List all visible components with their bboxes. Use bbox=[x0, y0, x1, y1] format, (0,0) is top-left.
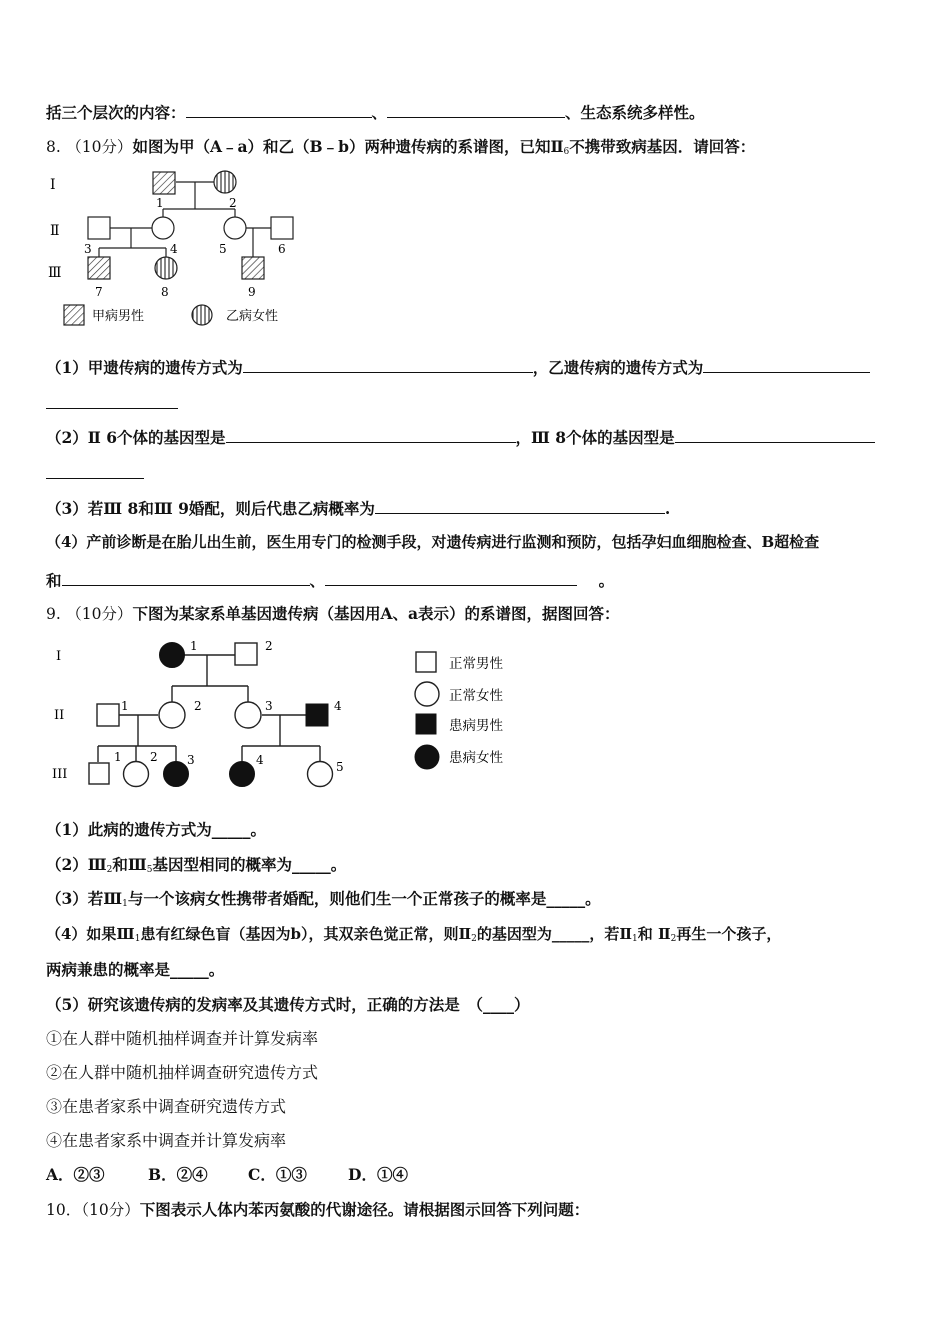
answer-blank[interactable] bbox=[675, 426, 875, 443]
answer-blank[interactable] bbox=[46, 392, 178, 409]
q9-part4: （4）如果$Ⅲ_1$患有红绿色盲（基因为b），其双亲色觉正常，则$Ⅱ_2$的基因型为_____，若$Ⅱ_1$和 $Ⅱ_2$再生一个孩子， bbox=[46, 925, 782, 944]
pedigree-lines bbox=[99, 182, 271, 257]
legend-normal-male bbox=[416, 652, 436, 672]
ind-label: 3 bbox=[265, 699, 273, 713]
affected-male bbox=[306, 704, 328, 726]
normal-male bbox=[89, 763, 109, 784]
ind-label: 2 bbox=[229, 196, 237, 210]
q9-part4-cont: 两病兼患的概率是_____。 bbox=[46, 960, 225, 979]
choice-row bbox=[46, 1165, 408, 1185]
ind-label: 5 bbox=[219, 242, 227, 256]
affected-male-a bbox=[153, 172, 175, 194]
q8-part1: （1）甲遗传病的遗传方式为 ，乙遗传病的遗传方式为 bbox=[46, 356, 870, 378]
q9-stem: 9. （10分）下图为某家系单基因遗传病（基因用A、a表示）的系谱图，据图回答： bbox=[46, 604, 620, 623]
affected-female bbox=[160, 643, 185, 668]
ind-label: 1 bbox=[121, 699, 129, 713]
legend-label: 甲病男性 bbox=[92, 309, 145, 324]
answer-blank[interactable] bbox=[375, 497, 665, 514]
affected-female-b bbox=[214, 171, 236, 193]
choice-b[interactable]: B．②④ bbox=[148, 1165, 208, 1184]
normal-male bbox=[88, 217, 110, 239]
ind-label: 4 bbox=[170, 242, 178, 256]
normal-female bbox=[124, 762, 149, 787]
ind-label: 2 bbox=[265, 639, 273, 653]
ind-label: 2 bbox=[150, 750, 158, 764]
normal-female bbox=[224, 217, 246, 239]
q10-stem: 10．（10分）下图表示人体内苯丙氨酸的代谢途径。请根据图示回答下列问题： bbox=[46, 1200, 590, 1219]
legend-label: 患病女性 bbox=[449, 750, 503, 766]
q9-part1: （1）此病的遗传方式为_____。 bbox=[46, 820, 267, 839]
legend-affected-female-b bbox=[192, 305, 212, 325]
option-3: ③在患者家系中调查研究遗传方式 bbox=[46, 1097, 287, 1116]
ind-label: 3 bbox=[84, 242, 92, 256]
legend-label: 患病男性 bbox=[449, 718, 503, 734]
pedigree-lines bbox=[98, 655, 320, 762]
ind-label: 4 bbox=[334, 699, 342, 713]
q8-pedigree-diagram bbox=[40, 165, 310, 335]
answer-blank[interactable] bbox=[387, 101, 565, 118]
answer-blank[interactable] bbox=[226, 426, 516, 443]
ind-label: 6 bbox=[278, 242, 286, 256]
affected-female bbox=[164, 762, 189, 787]
choice-d[interactable]: D．①④ bbox=[348, 1165, 408, 1184]
answer-blank[interactable] bbox=[62, 569, 310, 586]
gen-label: Ⅱ bbox=[50, 223, 60, 239]
top-line: 括三个层次的内容： 、 、生态系统多样性。 bbox=[46, 103, 705, 122]
normal-male bbox=[97, 704, 119, 726]
q8-part4-cont: 和 、 。 bbox=[46, 571, 615, 590]
normal-female bbox=[152, 217, 174, 239]
normal-female bbox=[308, 762, 333, 787]
gen-label: I bbox=[56, 649, 62, 664]
affected-male-a bbox=[242, 257, 264, 279]
legend-label: 正常女性 bbox=[449, 688, 503, 704]
gen-label: Ⅰ bbox=[50, 177, 56, 193]
q8-stem: 8. （10分）如图为甲（A﹣a）和乙（B﹣b）两种遗传病的系谱图，已知$Ⅱ_6$不携带致病基因．请回答： bbox=[46, 137, 756, 157]
ind-label: 5 bbox=[336, 760, 344, 774]
normal-female bbox=[159, 702, 185, 728]
option-1: ①在人群中随机抽样调查并计算发病率 bbox=[46, 1029, 319, 1048]
answer-blank[interactable] bbox=[46, 462, 144, 479]
q8-part3: （3）若Ⅲ 8和Ⅲ 9婚配，则后代患乙病概率为 . bbox=[46, 499, 671, 518]
gen-label: II bbox=[54, 708, 65, 723]
affected-female bbox=[230, 762, 255, 787]
ind-label: 4 bbox=[256, 753, 264, 767]
q9-part3: （3）若$Ⅲ_1$与一个该病女性携带者婚配，则他们生一个正常孩子的概率是_____。 bbox=[46, 889, 601, 909]
ind-label: 8 bbox=[161, 285, 169, 299]
q8-part1-cont bbox=[46, 392, 178, 414]
q9-pedigree-diagram bbox=[40, 630, 540, 800]
affected-male-a bbox=[88, 257, 110, 279]
q9-part5: （5）研究该遗传病的发病率及其遗传方式时，正确的方法是 （____） bbox=[46, 995, 530, 1014]
affected-female-b bbox=[155, 257, 177, 279]
answer-blank[interactable] bbox=[186, 101, 372, 118]
option-2: ②在人群中随机抽样调查研究遗传方式 bbox=[46, 1063, 319, 1082]
choice-c[interactable]: C．①③ bbox=[248, 1165, 307, 1184]
option-4: ④在患者家系中调查并计算发病率 bbox=[46, 1131, 287, 1150]
q9-part2: $(2)Ⅲ_2$和$Ⅲ_5$基因型相同的概率为_____。 bbox=[46, 855, 347, 875]
gen-label: Ⅲ bbox=[48, 265, 62, 281]
q8-part4: （4）产前诊断是在胎儿出生前，医生用专门的检测手段，对遗传病进行监测和预防，包括孕妇血细胞检查、B超检查 bbox=[46, 533, 820, 551]
ind-label: 1 bbox=[114, 750, 122, 764]
normal-male bbox=[235, 643, 257, 665]
ind-label: 1 bbox=[190, 639, 198, 653]
legend-label: 乙病女性 bbox=[226, 309, 279, 324]
choice-a[interactable]: A．②③ bbox=[46, 1165, 105, 1184]
answer-blank[interactable] bbox=[325, 569, 577, 586]
ind-label: 9 bbox=[248, 285, 256, 299]
q8-part2: （2）Ⅱ 6个体的基因型是 ，Ⅲ 8个体的基因型是 bbox=[46, 426, 875, 448]
q8-part2-cont bbox=[46, 462, 144, 484]
ind-label: 7 bbox=[95, 285, 103, 299]
normal-female bbox=[235, 702, 261, 728]
legend-label: 正常男性 bbox=[449, 656, 503, 672]
legend-affected-male bbox=[416, 714, 436, 734]
ind-label: 3 bbox=[187, 753, 195, 767]
ind-label: 1 bbox=[156, 196, 164, 210]
gen-label: III bbox=[52, 767, 68, 782]
ind-label: 2 bbox=[194, 699, 202, 713]
answer-blank[interactable] bbox=[243, 356, 533, 373]
legend-affected-female bbox=[415, 745, 439, 769]
legend-normal-female bbox=[415, 682, 439, 706]
legend-affected-male-a bbox=[64, 305, 84, 325]
normal-male bbox=[271, 217, 293, 239]
answer-blank[interactable] bbox=[703, 356, 870, 373]
